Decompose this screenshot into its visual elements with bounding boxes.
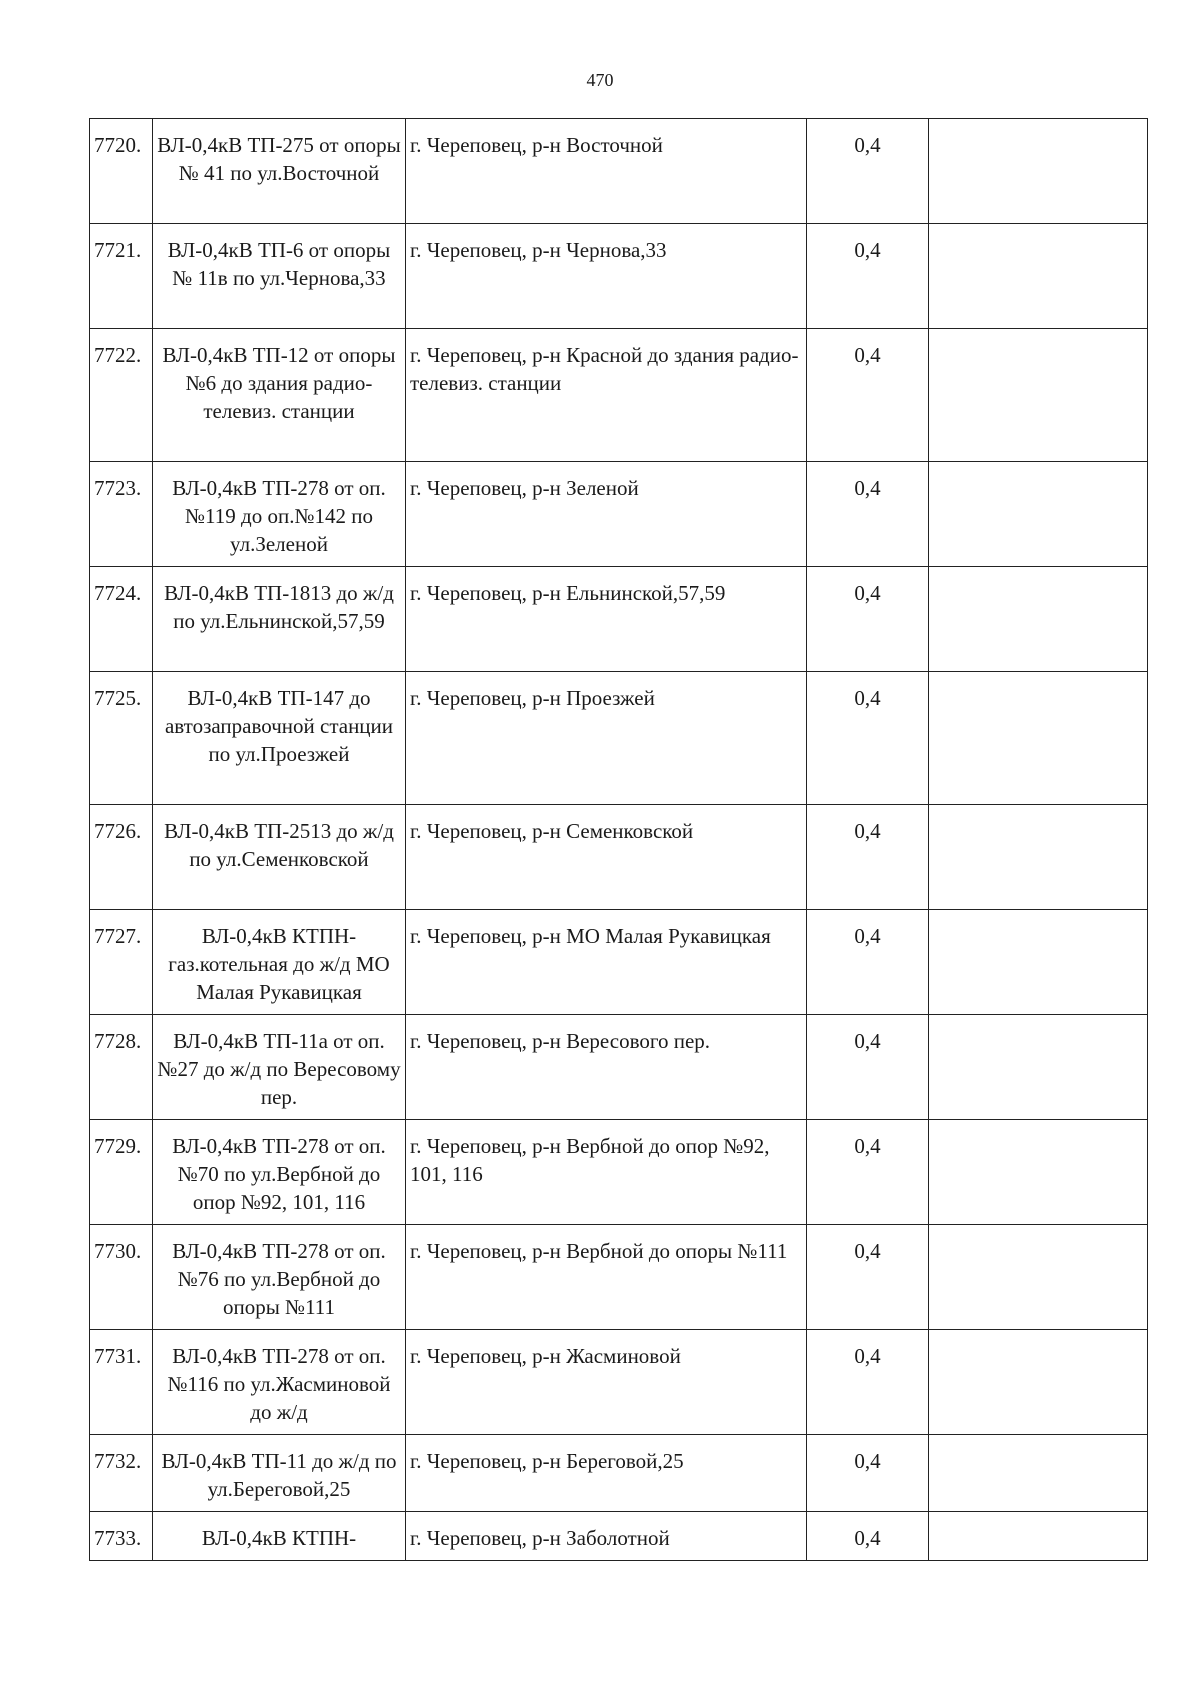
table-row [90, 224, 1148, 329]
row-number-cell: 7724. [90, 567, 153, 672]
row-number-cell: 7733. [90, 1512, 153, 1561]
registry-table [89, 118, 1148, 1561]
table-row [90, 567, 1148, 672]
address-cell: г. Череповец, р-н Вербной до опоры №111 [406, 1225, 807, 1330]
voltage-cell: 0,4 [807, 1512, 929, 1561]
voltage-cell: 0,4 [807, 1435, 929, 1512]
row-number-cell: 7721. [90, 224, 153, 329]
row-number-cell: 7728. [90, 1015, 153, 1120]
line-name-cell: ВЛ-0,4кВ ТП-278 от оп.№76 по ул.Вербной до опоры №111 [153, 1225, 406, 1330]
empty-cell [929, 329, 1148, 462]
voltage-cell: 0,4 [807, 672, 929, 805]
empty-cell [929, 119, 1148, 224]
empty-cell [929, 224, 1148, 329]
row-number-cell: 7730. [90, 1225, 153, 1330]
row-number-cell: 7720. [90, 119, 153, 224]
row-number-cell: 7722. [90, 329, 153, 462]
voltage-cell: 0,4 [807, 910, 929, 1015]
voltage-cell: 0,4 [807, 1015, 929, 1120]
table-row [90, 910, 1148, 1015]
address-cell: г. Череповец, р-н Вересового пер. [406, 1015, 807, 1120]
address-cell: г. Череповец, р-н Семенковской [406, 805, 807, 910]
empty-cell [929, 1435, 1148, 1512]
empty-cell [929, 910, 1148, 1015]
address-cell: г. Череповец, р-н Ельнинской,57,59 [406, 567, 807, 672]
row-number-cell: 7726. [90, 805, 153, 910]
line-name-cell: ВЛ-0,4кВ ТП-6 от опоры № 11в по ул.Чернова,33 [153, 224, 406, 329]
address-cell: г. Череповец, р-н Жасминовой [406, 1330, 807, 1435]
voltage-cell: 0,4 [807, 119, 929, 224]
table-row [90, 1225, 1148, 1330]
table-row [90, 329, 1148, 462]
empty-cell [929, 1120, 1148, 1225]
voltage-cell: 0,4 [807, 1225, 929, 1330]
address-cell: г. Череповец, р-н Восточной [406, 119, 807, 224]
line-name-cell: ВЛ-0,4кВ ТП-11а от оп.№27 до ж/д по Вересовому пер. [153, 1015, 406, 1120]
address-cell: г. Череповец, р-н МО Малая Рукавицкая [406, 910, 807, 1015]
address-cell: г. Череповец, р-н Чернова,33 [406, 224, 807, 329]
empty-cell [929, 1015, 1148, 1120]
line-name-cell: ВЛ-0,4кВ ТП-11 до ж/д по ул.Береговой,25 [153, 1435, 406, 1512]
address-cell: г. Череповец, р-н Красной до здания радио-телевиз. станции [406, 329, 807, 462]
line-name-cell: ВЛ-0,4кВ ТП-278 от оп.№116 по ул.Жасминовой до ж/д [153, 1330, 406, 1435]
row-number-cell: 7729. [90, 1120, 153, 1225]
address-cell: г. Череповец, р-н Береговой,25 [406, 1435, 807, 1512]
table-row [90, 1435, 1148, 1512]
address-cell: г. Череповец, р-н Вербной до опор №92, 101, 116 [406, 1120, 807, 1225]
empty-cell [929, 1512, 1148, 1561]
voltage-cell: 0,4 [807, 329, 929, 462]
row-number-cell: 7731. [90, 1330, 153, 1435]
registry-table-body [90, 119, 1148, 1561]
voltage-cell: 0,4 [807, 1330, 929, 1435]
table-row [90, 1120, 1148, 1225]
voltage-cell: 0,4 [807, 224, 929, 329]
table-row [90, 1330, 1148, 1435]
address-cell: г. Череповец, р-н Заболотной [406, 1512, 807, 1561]
row-number-cell: 7723. [90, 462, 153, 567]
empty-cell [929, 1225, 1148, 1330]
table-row [90, 672, 1148, 805]
voltage-cell: 0,4 [807, 805, 929, 910]
line-name-cell: ВЛ-0,4кВ ТП-278 от оп.№119 до оп.№142 по ул.Зеленой [153, 462, 406, 567]
page-number: 470 [586, 70, 614, 90]
table-row [90, 1015, 1148, 1120]
line-name-cell: ВЛ-0,4кВ ТП-12 от опоры №6 до здания радио-телевиз. станции [153, 329, 406, 462]
table-row [90, 462, 1148, 567]
row-number-cell: 7725. [90, 672, 153, 805]
row-number-cell: 7727. [90, 910, 153, 1015]
line-name-cell: ВЛ-0,4кВ КТПН- [153, 1512, 406, 1561]
line-name-cell: ВЛ-0,4кВ ТП-275 от опоры № 41 по ул.Восточной [153, 119, 406, 224]
table-row [90, 1512, 1148, 1561]
voltage-cell: 0,4 [807, 462, 929, 567]
line-name-cell: ВЛ-0,4кВ ТП-278 от оп.№70 по ул.Вербной до опор №92, 101, 116 [153, 1120, 406, 1225]
voltage-cell: 0,4 [807, 1120, 929, 1225]
empty-cell [929, 672, 1148, 805]
line-name-cell: ВЛ-0,4кВ ТП-2513 до ж/д по ул.Семенковской [153, 805, 406, 910]
empty-cell [929, 805, 1148, 910]
row-number-cell: 7732. [90, 1435, 153, 1512]
table-row [90, 119, 1148, 224]
address-cell: г. Череповец, р-н Зеленой [406, 462, 807, 567]
empty-cell [929, 462, 1148, 567]
address-cell: г. Череповец, р-н Проезжей [406, 672, 807, 805]
line-name-cell: ВЛ-0,4кВ ТП-147 до автозаправочной станции по ул.Проезжей [153, 672, 406, 805]
line-name-cell: ВЛ-0,4кВ КТПН-газ.котельная до ж/д МО Малая Рукавицкая [153, 910, 406, 1015]
empty-cell [929, 567, 1148, 672]
line-name-cell: ВЛ-0,4кВ ТП-1813 до ж/д по ул.Ельнинской,57,59 [153, 567, 406, 672]
table-row [90, 805, 1148, 910]
empty-cell [929, 1330, 1148, 1435]
voltage-cell: 0,4 [807, 567, 929, 672]
